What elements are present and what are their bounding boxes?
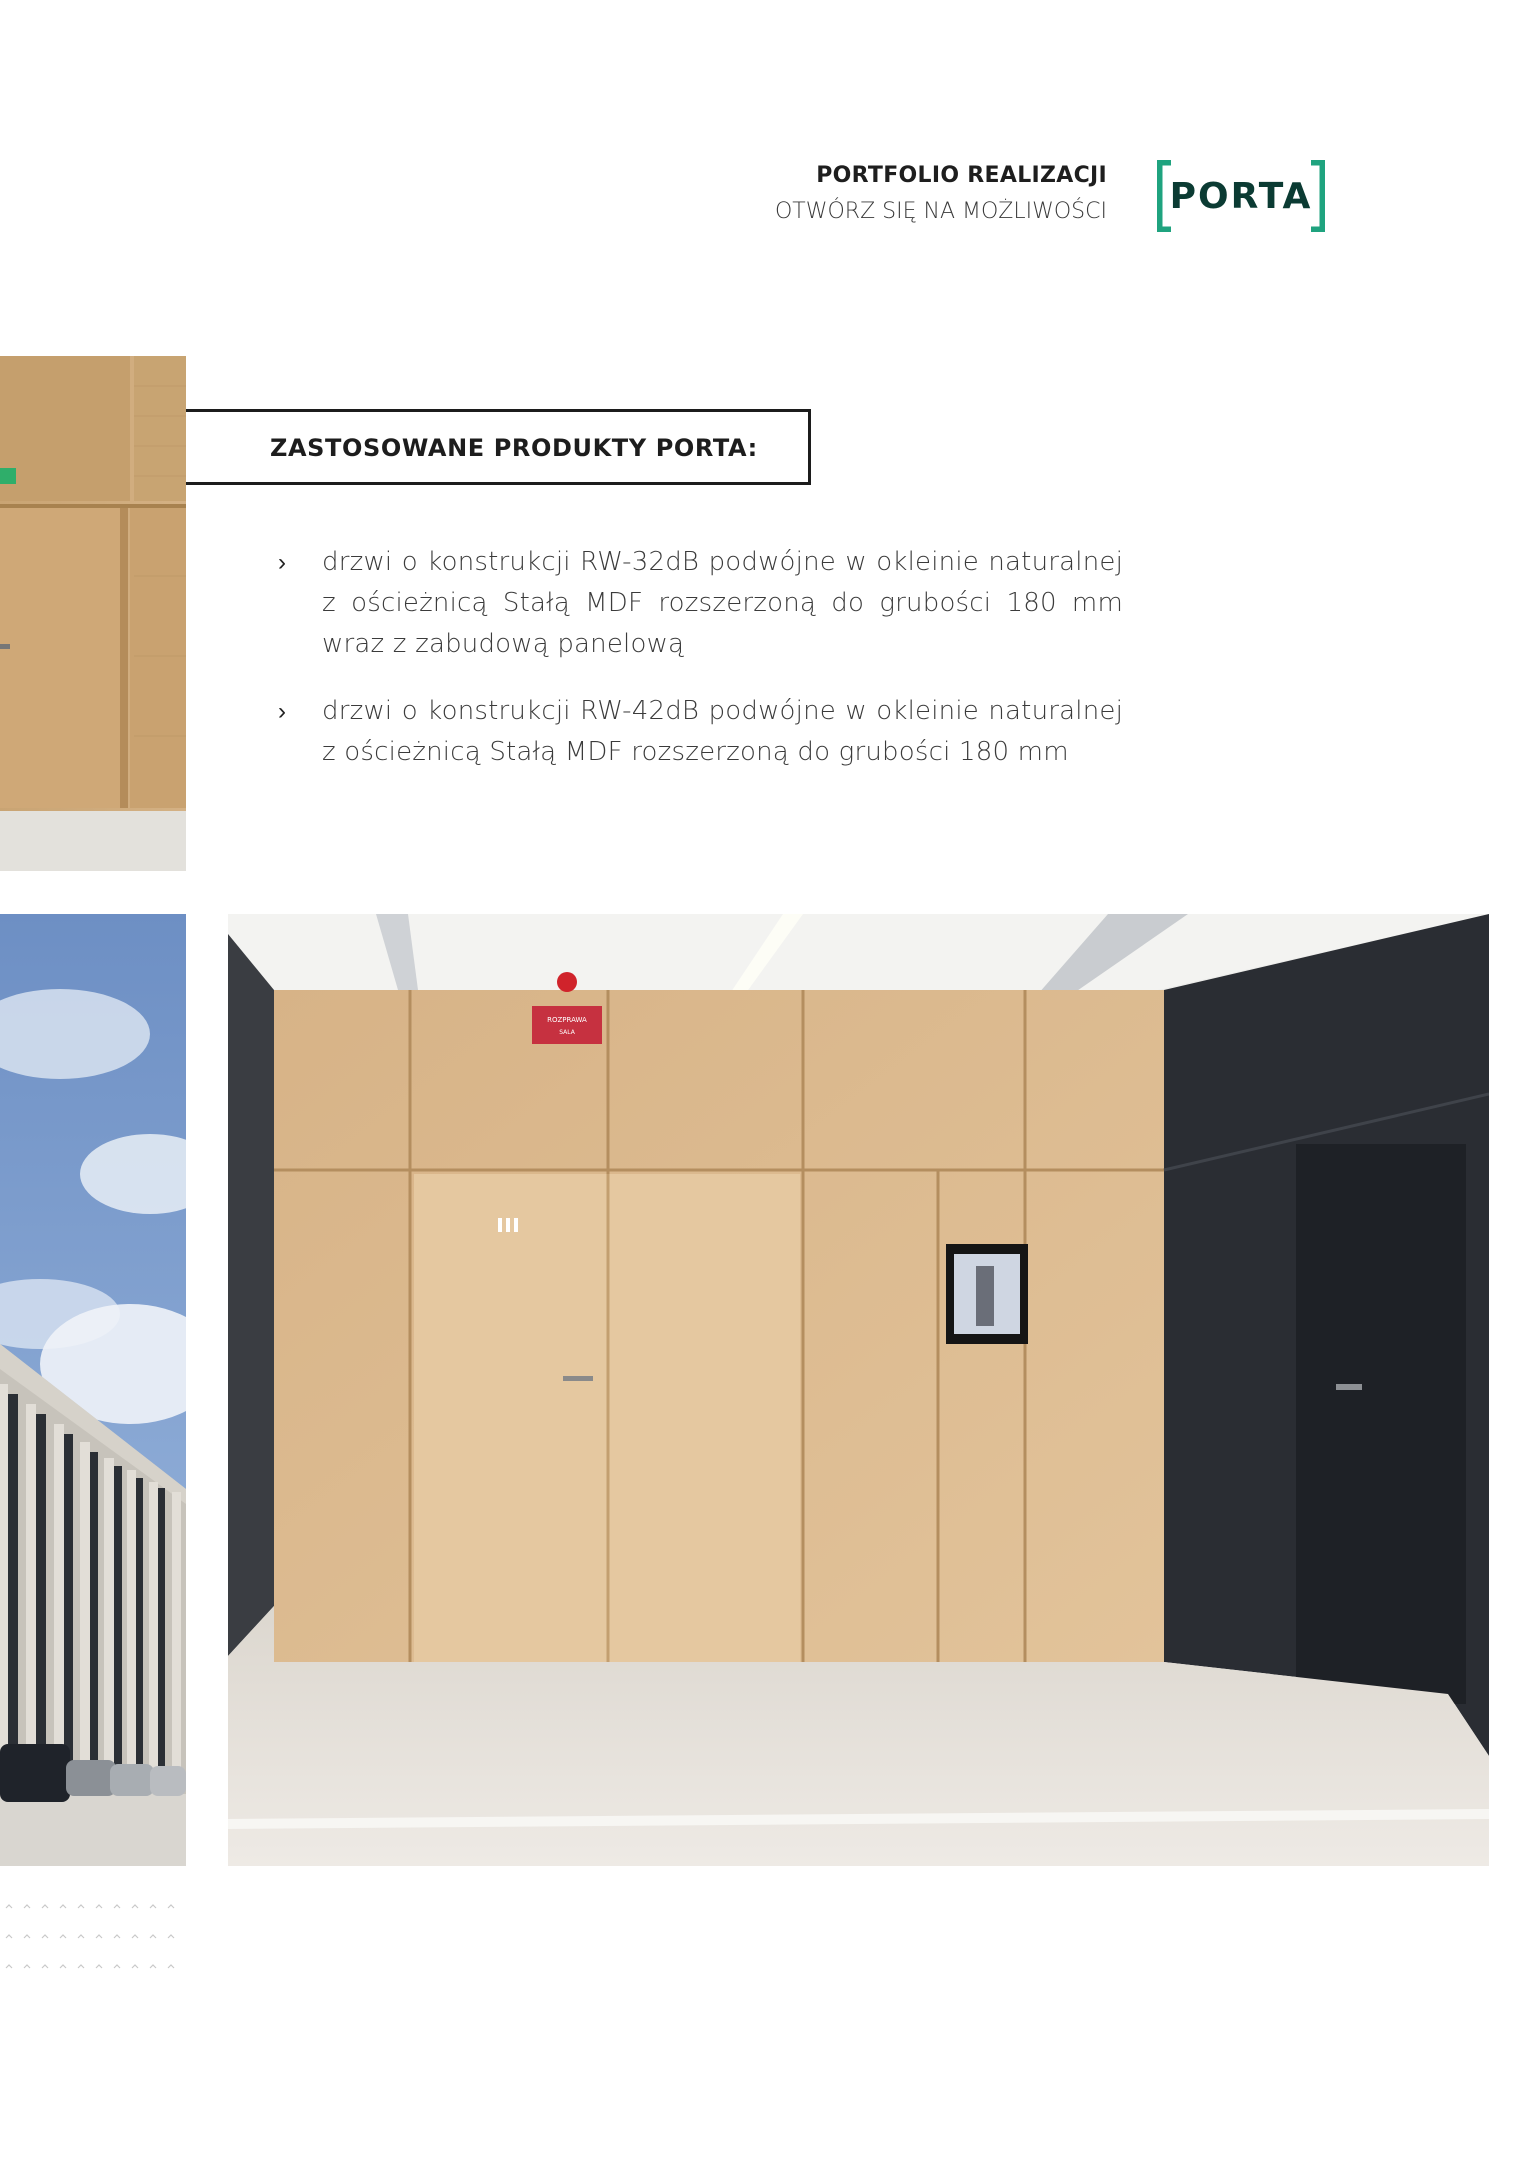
products-heading-box <box>186 409 811 485</box>
logo-text: PORTA <box>1169 176 1313 217</box>
list-item <box>278 542 1123 665</box>
list-item-text: drzwi o konstrukcji RW-32dB podwójne w okleinie naturalnej z ościeżnicą Stałą MDF rozszerzoną do grubości 180 mm wraz z zabudową panelową <box>322 547 1123 659</box>
sign-subtext: SALA <box>559 1029 575 1036</box>
portfolio-title: PORTFOLIO REALIZACJI <box>816 163 1107 188</box>
products-list <box>278 542 1123 799</box>
chevron-right-icon: › <box>278 549 286 576</box>
decorative-pattern <box>0 1902 186 1972</box>
products-heading: ZASTOSOWANE PRODUKTY PORTA: <box>270 434 758 462</box>
list-item <box>278 691 1123 773</box>
photo-corridor-left <box>0 356 186 871</box>
sign-text: ROZPRAWA <box>547 1016 587 1024</box>
logo-right-bracket <box>1311 162 1323 230</box>
chevron-right-icon: › <box>278 698 286 725</box>
list-item-text: drzwi o konstrukcji RW-42dB podwójne w okleinie naturalnej z ościeżnicą Stałą MDF rozszerzoną do grubości 180 mm <box>322 696 1123 767</box>
photo-building-exterior <box>0 914 186 1866</box>
portfolio-subtitle: OTWÓRZ SIĘ NA MOŻLIWOŚCI <box>774 199 1107 224</box>
photo-courtroom-hallway <box>228 914 1489 1866</box>
porta-logo <box>1157 160 1325 232</box>
